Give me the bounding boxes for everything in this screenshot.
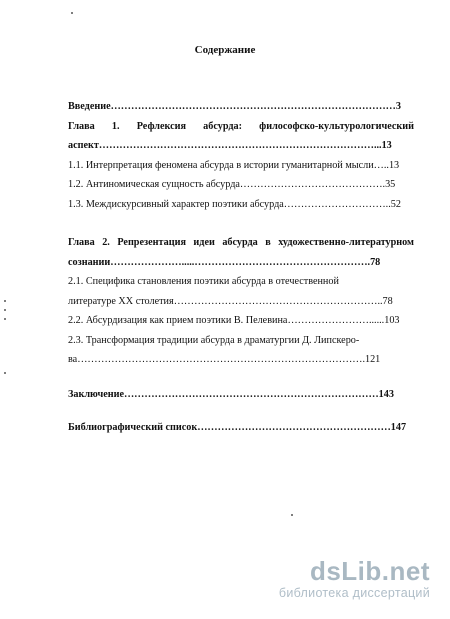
toc-entry-section-2-3-line-2: ва………………………………………………………………………….121 xyxy=(68,354,381,365)
watermark-logo: dsLib.net xyxy=(309,556,430,586)
scan-speck xyxy=(291,514,293,516)
scan-speck xyxy=(71,12,73,14)
page-title: Содержание xyxy=(194,44,256,56)
toc-entry-chapter-1-line-1: Глава 1. Рефлексия абсурда: философско-культурологический xyxy=(68,120,414,132)
toc-entry-bibliography: Библиографический список…………………………………………………147 xyxy=(68,422,407,433)
watermark xyxy=(240,557,430,601)
watermark-subtitle: библиотека диссертаций xyxy=(278,586,430,600)
toc-entry-introduction: Введение…………………………………………………………………………3 xyxy=(68,101,401,112)
scan-speck xyxy=(4,300,6,302)
scan-speck xyxy=(4,309,6,311)
toc-entry-section-1-1: 1.1. Интерпретация феномена абсурда в истории гуманитарной мысли…..13 xyxy=(68,159,400,171)
scan-speck xyxy=(4,318,6,320)
toc-entry-chapter-2-line-2: сознании………………….....…………………………………………….78 xyxy=(68,256,381,268)
toc-entry-section-2-2: 2.2. Абсурдизация как прием поэтики В. Пелевина……………………......103 xyxy=(68,315,400,326)
table-of-contents xyxy=(68,97,414,438)
toc-entry-conclusion: Заключение…………………………………………………………………143 xyxy=(68,388,394,400)
toc-entry-section-1-3: 1.3. Междискурсивный характер поэтики абсурда…………………………..52 xyxy=(68,198,401,210)
toc-entry-section-2-3-line-1: 2.3. Трансформация традиции абсурда в драматургии Д. Липскеро- xyxy=(68,334,360,346)
toc-entry-section-2-1-line-1: 2.1. Специфика становления поэтики абсурда в отечественной xyxy=(68,276,339,287)
toc-entry-section-1-2: 1.2. Антиномическая сущность абсурда…………………………………….35 xyxy=(68,179,396,190)
toc-entry-chapter-2-line-1: Глава 2. Репрезентация идеи абсурда в художественно-литературном xyxy=(68,237,414,248)
toc-entry-section-2-1-line-2: литературе XX столетия……………………………………………………..78 xyxy=(68,295,393,307)
scan-speck xyxy=(4,372,6,374)
toc-entry-chapter-1-line-2: аспект………………………………………………………………………...13 xyxy=(68,140,392,151)
